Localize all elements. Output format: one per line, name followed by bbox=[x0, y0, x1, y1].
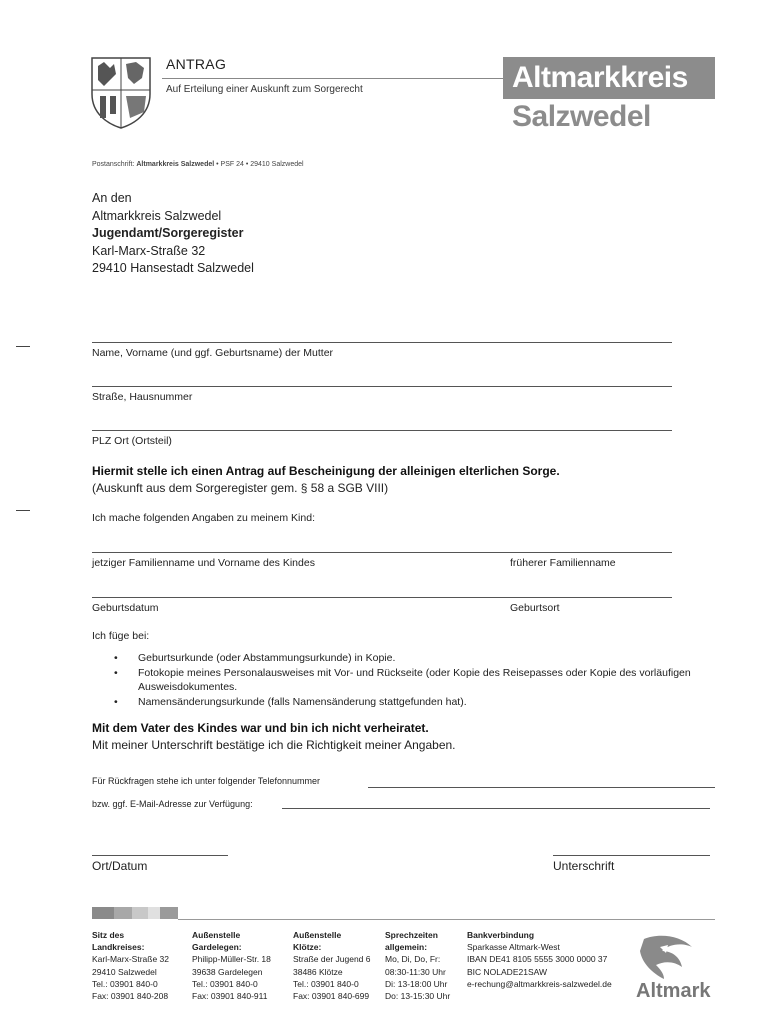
list-item: • Geburtsurkunde (oder Abstammungsurkunde) in Kopie. bbox=[114, 652, 396, 664]
place-date-label: Ort/Datum bbox=[92, 859, 148, 873]
address-line-3: Jugendamt/Sorgeregister bbox=[92, 226, 244, 240]
attachments-list bbox=[114, 651, 704, 709]
footer-gardelegen: Außenstelle Gardelegen: Philipp-Müller-Str. 18 39638 Gardelegen Tel.: 03901 840-0 Fax: 03901 840-911 bbox=[192, 930, 271, 1002]
signature-field[interactable] bbox=[553, 855, 710, 856]
address-line-5: 29410 Hansestadt Salzwedel bbox=[92, 261, 254, 275]
request-statement: Hiermit stelle ich einen Antrag auf Bescheinigung der alleinigen elterlichen Sorge. bbox=[92, 464, 560, 478]
address-line-2: Altmarkkreis Salzwedel bbox=[92, 208, 222, 223]
plz-ort-field[interactable] bbox=[92, 430, 672, 431]
footer-decor-block bbox=[148, 907, 160, 919]
email-label: bzw. ggf. E-Mail-Adresse zur Verfügung: bbox=[92, 799, 253, 809]
mother-name-field[interactable] bbox=[92, 342, 672, 343]
form-title: ANTRAG bbox=[166, 56, 227, 72]
mother-name-label: Name, Vorname (und ggf. Geburtsname) der Mutter bbox=[92, 347, 334, 359]
child-name-field[interactable] bbox=[92, 552, 672, 553]
list-item: • Namensänderungsurkunde (falls Namensänderung stattgefunden hat). bbox=[114, 695, 467, 708]
footer-divider bbox=[178, 919, 715, 920]
brand-logo-line1: Altmarkkreis bbox=[503, 57, 715, 99]
form-subtitle: Auf Erteilung einer Auskunft zum Sorgerecht bbox=[166, 84, 363, 95]
child-intro: Ich mache folgenden Angaben zu meinem Kind: bbox=[92, 512, 315, 524]
former-name-label: früherer Familienname bbox=[510, 557, 616, 569]
list-item: • Fotokopie meines Personalausweises mit Vor- und Rückseite (oder Kopie des Reisepasses oder Kopie des vorläufigen Ausweisdokumentes. bbox=[114, 666, 691, 693]
footer-seat: Sitz des Landkreises: Karl-Marx-Straße 32 29410 Salzwedel Tel.: 03901 840-0 Fax: 03901 840-208 bbox=[92, 930, 169, 1002]
birth-date-label: Geburtsdatum bbox=[92, 602, 159, 614]
email-field[interactable] bbox=[282, 808, 710, 809]
postal-address bbox=[92, 161, 304, 168]
attach-intro: Ich füge bei: bbox=[92, 630, 150, 642]
declaration-confirmation: Mit meiner Unterschrift bestätige ich die Richtigkeit meiner Angaben. bbox=[92, 738, 456, 752]
fold-mark-middle bbox=[16, 510, 30, 511]
fold-mark-top bbox=[16, 346, 30, 347]
altmark-logo-icon bbox=[634, 933, 698, 979]
recipient-address bbox=[92, 190, 254, 278]
place-date-field[interactable] bbox=[92, 855, 228, 856]
street-label: Straße, Hausnummer bbox=[92, 391, 193, 403]
footer-decor-block bbox=[160, 907, 178, 919]
title-divider bbox=[162, 78, 512, 79]
coat-of-arms-icon bbox=[90, 56, 152, 130]
child-name-label: jetziger Familienname und Vorname des Kindes bbox=[92, 557, 315, 569]
request-legal-basis: (Auskunft aus dem Sorgeregister gem. § 58 a SGB VIII) bbox=[92, 481, 389, 495]
footer-decor-block bbox=[132, 907, 148, 919]
address-line-4: Karl-Marx-Straße 32 bbox=[92, 243, 206, 258]
plz-ort-label: PLZ Ort (Ortsteil) bbox=[92, 435, 172, 447]
phone-label: Für Rückfragen stehe ich unter folgender Telefonnummer bbox=[92, 776, 320, 786]
postal-prefix: Postanschrift: bbox=[92, 161, 135, 168]
footer-bank: Bankverbindung Sparkasse Altmark-West IBAN DE41 8105 5555 3000 0000 37 BIC NOLADE21SAW e-rechung@altmarkkreis-salzwedel.de bbox=[467, 930, 612, 989]
postal-name: Altmarkkreis Salzwedel bbox=[136, 161, 215, 168]
footer-hours: Sprechzeiten allgemein: Mo, Di, Do, Fr: 08:30-11:30 Uhr Di: 13-18:00 Uhr Do: 13-15:30 Uhr bbox=[385, 930, 451, 1002]
postal-rest: • PSF 24 • 29410 Salzwedel bbox=[216, 161, 304, 168]
footer-kloetze: Außenstelle Klötze: Straße der Jugend 6 38486 Klötze Tel.: 03901 840-0 Fax: 03901 840-699 bbox=[293, 930, 371, 1002]
address-line-1: An den bbox=[92, 191, 132, 205]
signature-label: Unterschrift bbox=[553, 859, 615, 873]
altmark-logo-text: Altmark bbox=[636, 980, 711, 1002]
birth-field[interactable] bbox=[92, 597, 672, 598]
footer-decor-block bbox=[92, 907, 114, 919]
phone-field[interactable] bbox=[368, 787, 715, 788]
brand-logo-line2: Salzwedel bbox=[512, 100, 651, 133]
footer-decor-block bbox=[114, 907, 132, 919]
street-field[interactable] bbox=[92, 386, 672, 387]
birth-place-label: Geburtsort bbox=[510, 602, 560, 614]
declaration-statement: Mit dem Vater des Kindes war und bin ich nicht verheiratet. bbox=[92, 721, 429, 735]
